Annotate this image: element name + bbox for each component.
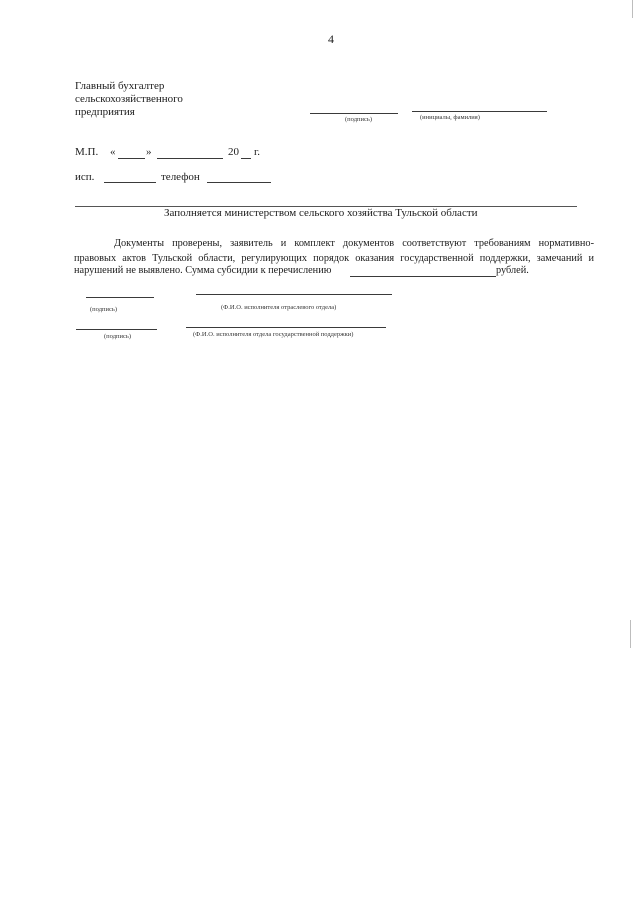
year-field[interactable] bbox=[241, 158, 251, 159]
executor-field[interactable] bbox=[104, 182, 156, 183]
year-suffix: г. bbox=[254, 146, 261, 158]
paragraph-line3-end: рублей. bbox=[496, 265, 529, 276]
chief-accountant-line3: предприятия bbox=[75, 106, 135, 118]
paragraph-line3-start: нарушений не выявлено. Сумма субсидии к перечислению bbox=[74, 265, 332, 276]
name-caption: (инициалы, фамилия) bbox=[420, 114, 480, 121]
ministry-heading: Заполняется министерством сельского хозяйства Тульской области bbox=[164, 207, 478, 219]
page-number: 4 bbox=[328, 32, 334, 46]
paragraph-line2: правовых актов Тульской области, регулирующих порядок оказания государственной поддержки, замечаний и bbox=[74, 253, 594, 264]
official-fio-caption-2: (Ф.И.О. исполнителя отдела государственной поддержки) bbox=[193, 331, 354, 338]
name-line[interactable] bbox=[412, 111, 547, 112]
paragraph-line1: Документы проверены, заявитель и комплект документов соответствуют требованиям нормативно- bbox=[114, 238, 594, 249]
year-prefix: 20 bbox=[228, 146, 239, 158]
official-signature-line-2[interactable] bbox=[76, 329, 157, 330]
subsidy-amount-field[interactable] bbox=[350, 276, 496, 277]
quote-close: » bbox=[146, 146, 152, 158]
phone-label: телефон bbox=[161, 171, 200, 183]
official-fio-caption-1: (Ф.И.О. исполнителя отраслевого отдела) bbox=[221, 304, 337, 311]
quote-open: « bbox=[110, 146, 116, 158]
signature-line[interactable] bbox=[310, 113, 398, 114]
day-field[interactable] bbox=[118, 158, 145, 159]
official-fio-line-1[interactable] bbox=[196, 294, 392, 295]
month-field[interactable] bbox=[157, 158, 223, 159]
official-signature-line-1[interactable] bbox=[86, 297, 154, 298]
scan-edge-mark-right bbox=[630, 620, 631, 648]
seal-mark: М.П. bbox=[75, 146, 99, 158]
signature-caption: (подпись) bbox=[345, 116, 372, 123]
chief-accountant-line2: сельскохозяйственного bbox=[75, 93, 183, 105]
verification-paragraph bbox=[74, 236, 594, 251]
chief-accountant-line1: Главный бухгалтер bbox=[75, 80, 165, 92]
executor-label: исп. bbox=[75, 171, 95, 183]
official-fio-line-2[interactable] bbox=[186, 327, 386, 328]
phone-field[interactable] bbox=[207, 182, 271, 183]
official-signature-caption-1: (подпись) bbox=[90, 306, 117, 313]
scan-edge-mark-top bbox=[632, 0, 633, 18]
official-signature-caption-2: (подпись) bbox=[104, 333, 131, 340]
